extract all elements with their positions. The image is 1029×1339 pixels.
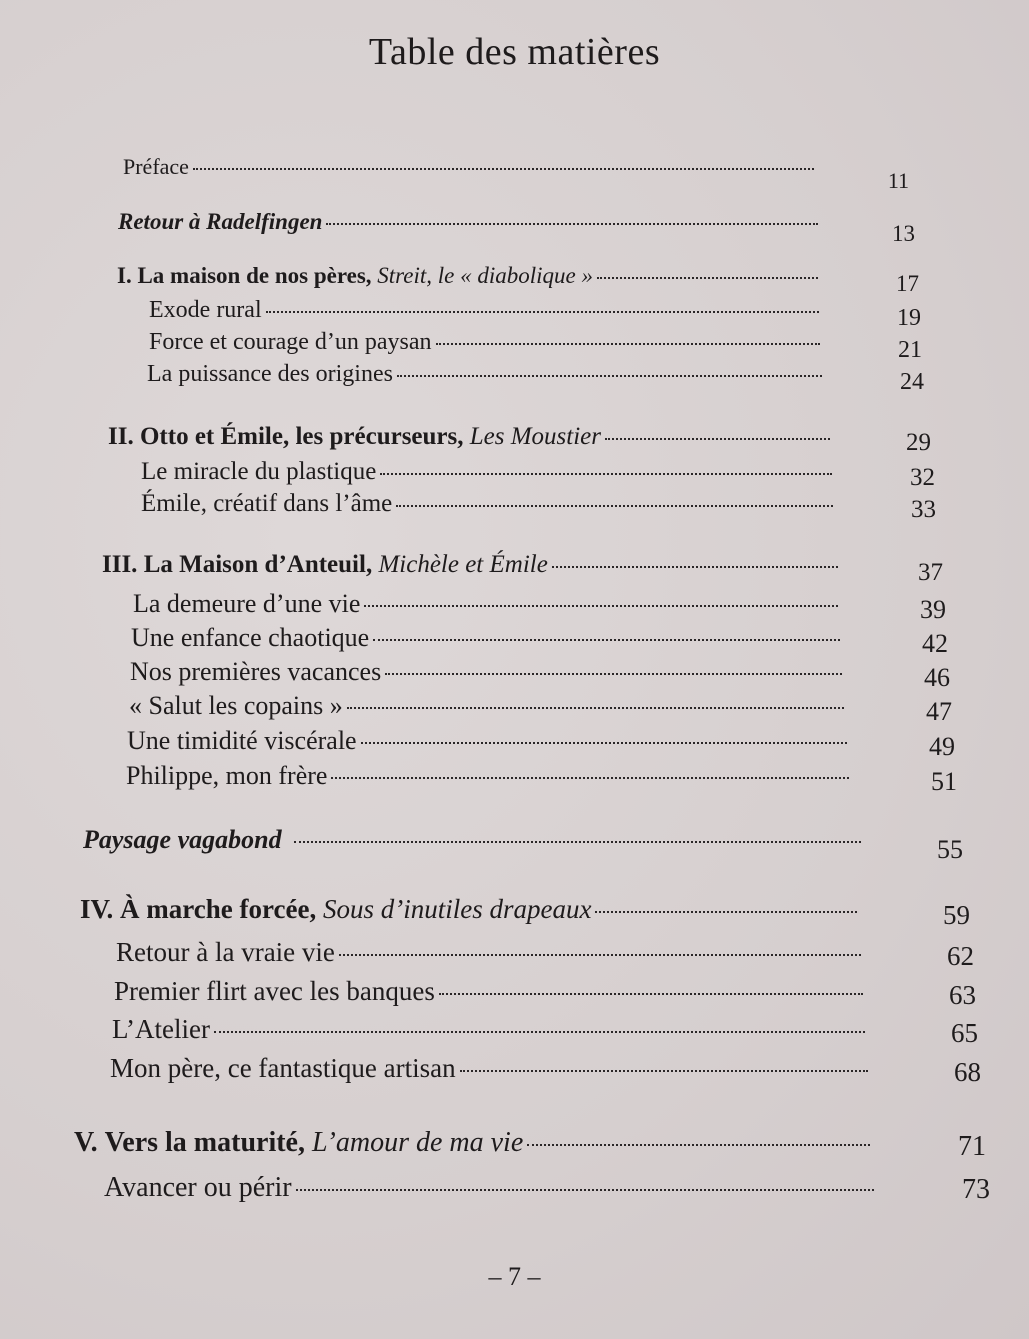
dot-leader xyxy=(296,1168,874,1196)
entry-page: 19 xyxy=(897,305,921,331)
toc-entry-chapter-3 xyxy=(102,547,943,586)
entry-page: 47 xyxy=(926,697,952,726)
entry-label: La puissance des origines xyxy=(147,361,393,387)
entry-page: 51 xyxy=(931,767,957,796)
dot-leader xyxy=(214,1011,865,1038)
dot-leader xyxy=(266,293,819,317)
entry-label: « Salut les copains » xyxy=(129,691,343,720)
toc-entry-section xyxy=(147,357,924,395)
entry-page: 32 xyxy=(910,464,935,491)
toc-entry-section xyxy=(149,293,921,331)
entry-page: 62 xyxy=(947,941,974,971)
entry-page: 29 xyxy=(906,429,931,456)
toc-entry-section xyxy=(104,1168,990,1204)
entry-label: Le miracle du plastique xyxy=(141,458,377,485)
chapter-number: IV. xyxy=(80,894,114,924)
entry-label: Retour à la vraie vie xyxy=(116,937,335,967)
dot-leader xyxy=(436,325,820,349)
dot-leader xyxy=(527,1123,870,1151)
toc-entry-chapter-2 xyxy=(108,419,931,456)
chapter-title: Vers la maturité, xyxy=(104,1127,305,1158)
page-title: Table des matières xyxy=(368,31,661,73)
entry-label: Force et courage d’un paysan xyxy=(149,329,432,355)
entry-page: 21 xyxy=(898,337,922,363)
dot-leader xyxy=(364,586,838,612)
toc-entry-section xyxy=(133,586,946,624)
toc-entry-section xyxy=(131,620,948,658)
dot-leader xyxy=(339,934,861,961)
page-number: – 7 – xyxy=(488,1262,541,1291)
dot-leader xyxy=(460,1050,868,1077)
chapter-subtitle: Streit, le « diabolique » xyxy=(377,263,593,288)
entry-page: 39 xyxy=(920,595,946,624)
dot-leader xyxy=(361,723,847,749)
chapter-number: V. xyxy=(74,1127,98,1158)
toc-entry-chapter-5 xyxy=(74,1123,986,1162)
toc-entry-section xyxy=(149,325,922,363)
entry-label: Exode rural xyxy=(149,297,262,323)
entry-label: Retour à Radelfingen xyxy=(118,209,323,234)
toc-entry-section xyxy=(126,758,957,796)
entry-page: 71 xyxy=(958,1131,986,1162)
chapter-subtitle: Les Moustier xyxy=(469,423,601,450)
chapter-title: La Maison d’Anteuil, xyxy=(143,551,373,578)
entry-page: 65 xyxy=(951,1018,978,1048)
entry-label: Premier flirt avec les banques xyxy=(114,976,435,1006)
entry-page: 24 xyxy=(900,369,924,395)
dot-leader xyxy=(331,758,849,784)
entry-label: Paysage vagabond xyxy=(83,825,282,854)
dot-leader xyxy=(347,688,844,714)
chapter-subtitle: L’amour de ma vie xyxy=(312,1127,524,1158)
dot-leader xyxy=(385,654,842,680)
dot-leader xyxy=(552,547,838,572)
entry-page: 37 xyxy=(918,559,943,586)
toc-entry-section xyxy=(130,654,950,692)
chapter-number: I. xyxy=(117,263,132,288)
entry-label: Émile, créatif dans l’âme xyxy=(141,490,393,517)
entry-label: Une enfance chaotique xyxy=(131,623,370,652)
dot-leader xyxy=(595,891,857,918)
toc-entry-section xyxy=(127,723,955,761)
dot-leader xyxy=(326,206,818,229)
entry-page: 49 xyxy=(929,732,955,761)
toc-entry-section xyxy=(114,973,976,1010)
chapter-title: À marche forcée, xyxy=(120,894,317,924)
entry-page: 46 xyxy=(924,663,950,692)
entry-label: L’Atelier xyxy=(112,1014,210,1044)
dot-leader xyxy=(380,454,832,479)
chapter-number: II. xyxy=(108,423,134,450)
chapter-subtitle: Sous d’inutiles drapeaux xyxy=(322,894,592,924)
entry-label: Une timidité viscérale xyxy=(127,726,357,755)
dot-leader xyxy=(193,152,814,174)
chapter-title: Otto et Émile, les précurseurs, xyxy=(139,423,464,450)
toc-entry-section xyxy=(110,1050,981,1087)
toc-entry-chapter-4 xyxy=(80,891,970,930)
toc-entry-section xyxy=(141,454,935,491)
entry-label: Avancer ou périr xyxy=(104,1172,292,1203)
entry-label: Préface xyxy=(123,154,189,179)
entry-label: Philippe, mon frère xyxy=(126,761,328,790)
entry-page: 63 xyxy=(949,980,976,1010)
dot-leader xyxy=(294,822,861,848)
toc-entry-preface xyxy=(123,152,909,193)
dot-leader xyxy=(397,357,822,381)
entry-page: 11 xyxy=(887,168,909,193)
entry-page: 13 xyxy=(892,221,915,246)
entry-label: Nos premières vacances xyxy=(130,657,382,686)
entry-page: 33 xyxy=(911,496,936,523)
dot-leader xyxy=(396,486,833,511)
dot-leader xyxy=(373,620,840,646)
toc-entry-section xyxy=(116,934,974,971)
dot-leader xyxy=(439,973,863,1000)
dot-leader xyxy=(605,419,830,444)
toc-entry-section xyxy=(112,1011,978,1048)
toc-entry-section xyxy=(129,688,952,726)
entry-page: 73 xyxy=(962,1174,990,1205)
entry-page: 59 xyxy=(943,900,970,930)
entry-page: 68 xyxy=(954,1057,981,1087)
entry-page: 42 xyxy=(922,629,948,658)
chapter-title: La maison de nos pères, xyxy=(137,263,372,288)
toc-entry-section xyxy=(141,486,936,523)
chapter-subtitle: Michèle et Émile xyxy=(378,551,548,578)
entry-page: 55 xyxy=(937,835,963,864)
toc-entry-part-retour xyxy=(118,206,915,246)
toc-entry-chapter-1 xyxy=(117,260,919,296)
entry-label: Mon père, ce fantastique artisan xyxy=(110,1053,456,1083)
dot-leader xyxy=(597,260,818,283)
chapter-number: III. xyxy=(102,551,138,578)
toc-entry-part-paysage xyxy=(83,822,963,864)
entry-label: La demeure d’une vie xyxy=(133,589,361,618)
entry-page: 17 xyxy=(896,271,919,296)
